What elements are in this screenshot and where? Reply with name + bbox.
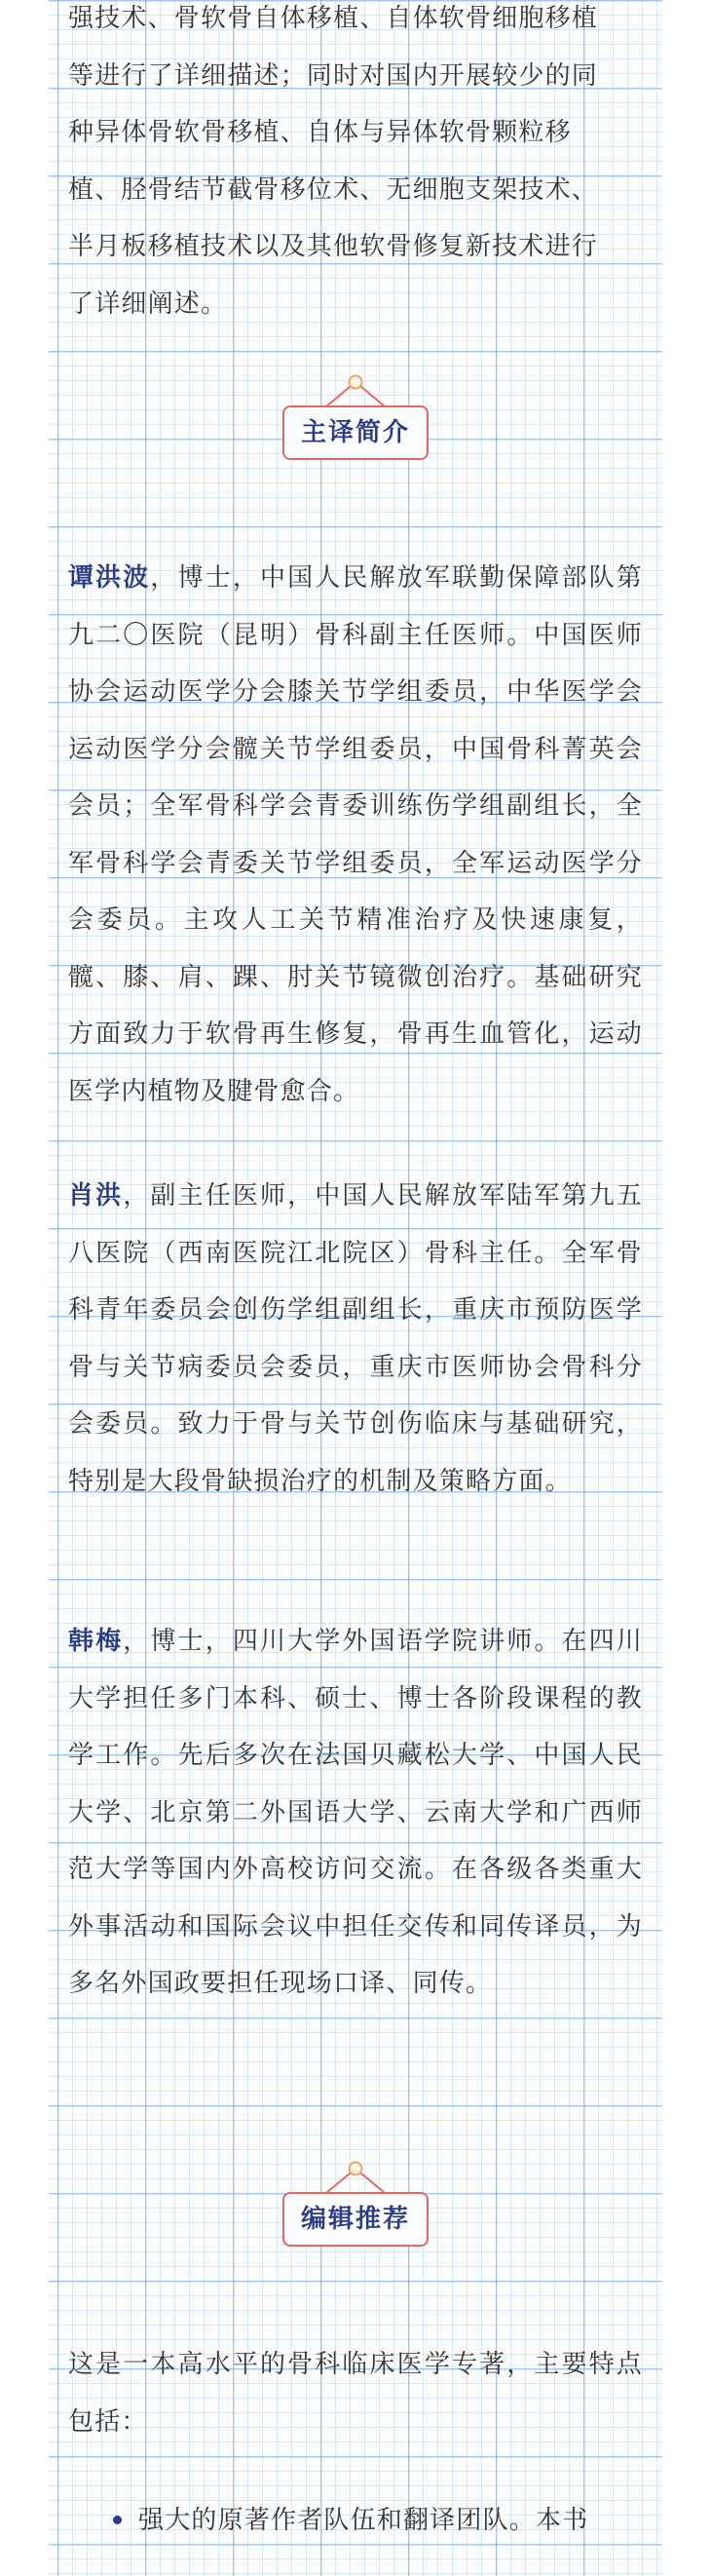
intro-line: 等进行了详细描述；同时对国内开展较少的同 bbox=[68, 60, 599, 91]
translator-name: 肖洪 bbox=[68, 1181, 124, 1211]
section-badge-editor bbox=[282, 2161, 429, 2234]
intro-line: 了详细阐述。 bbox=[68, 288, 228, 319]
translator-bio bbox=[68, 550, 643, 1120]
list-item-text: 强大的原著作者队伍和翻译团队。本书 bbox=[138, 2506, 589, 2535]
list-item bbox=[68, 2492, 643, 2550]
translator-bio bbox=[68, 1168, 643, 1510]
bullet-icon bbox=[113, 2516, 122, 2524]
intro-line: 半月板移植技术以及其他软骨修复新技术进行 bbox=[68, 232, 599, 261]
translator-name: 谭洪波 bbox=[68, 563, 151, 593]
recommendation-intro: 这是一本高水平的骨科临床医学专著，主要特点包括： bbox=[68, 2350, 643, 2437]
section-title: 主译简介 bbox=[282, 405, 429, 460]
section-badge-translators bbox=[282, 374, 429, 447]
intro-paragraph bbox=[68, 0, 643, 332]
section-title: 编辑推荐 bbox=[282, 2192, 429, 2247]
translator-description: ，博士，四川大学外国语学院讲师。在四川大学担任多门本科、硕士、博士各阶段课程的教学工作。先后多次在法国贝藏松大学、中国人民大学、北京第二外国语大学、云南大学和广西师范大学等国内外高校访问交流。在各级各类重大外事活动和国际会议中担任交传和同传译员，为多名外国政要担任现场口译、同传。 bbox=[68, 1627, 643, 1998]
translator-description: ，博士，中国人民解放军联勤保障部队第九二〇医院（昆明）骨科副主任医师。中国医师协会运动医学分会膝关节学组委员，中华医学会运动医学分会髋关节学组委员，中国骨科菁英会会员；全军骨科学会青委训练伤学组副组长，全军骨科学会青委关节学组委员，全军运动医学分会委员。主攻人工关节精准治疗及快速康复，髋、膝、肩、踝、肘关节镜微创治疗。基础研究方面致力于软骨再生修复，骨再生血管化，运动医学内植物及腱骨愈合。 bbox=[68, 563, 643, 1106]
translator-bio bbox=[68, 1613, 643, 2013]
translator-description: ，副主任医师，中国人民解放军陆军第九五八医院（西南医院江北院区）骨科主任。全军骨科青年委员会创伤学组副组长，重庆市预防医学骨与关节病委员会委员，重庆市医师协会骨科分会委员。致力于骨与关节创伤临床与基础研究，特别是大段骨缺损治疗的机制及策略方面。 bbox=[68, 1181, 643, 1496]
intro-line: 种异体骨软骨移植、自体与异体软骨颗粒移 bbox=[68, 118, 572, 147]
intro-line: 植、胫骨结节截骨移位术、无细胞支架技术、 bbox=[68, 174, 599, 205]
recommendation-list bbox=[68, 2492, 643, 2550]
intro-line: 强技术、骨软骨自体移植、自体软骨细胞移植 bbox=[68, 4, 599, 33]
translator-name: 韩梅 bbox=[68, 1627, 124, 1656]
